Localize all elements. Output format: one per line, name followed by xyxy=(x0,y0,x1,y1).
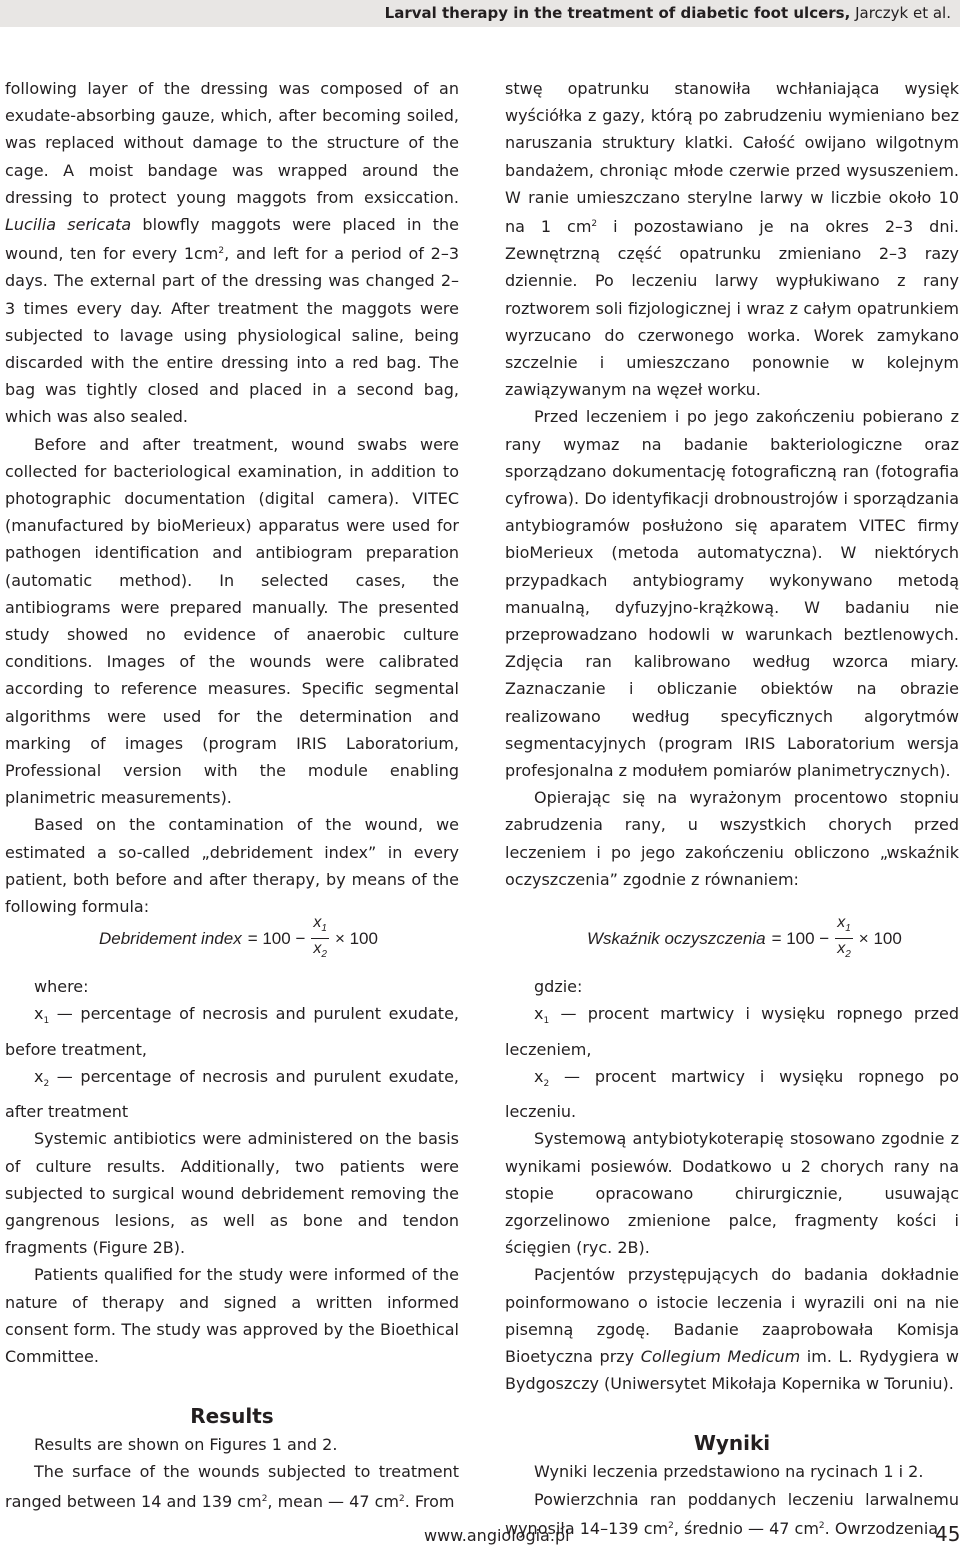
right-column-top xyxy=(505,75,959,893)
where-label: where: xyxy=(34,977,89,996)
running-head-text xyxy=(385,4,951,22)
right-paragraph-5: Pacjentów przystępujących do badania dokładnie poinformowano o istocie leczenia i wyrazili oni na nie pisemną zgodę. Badanie zaaprobowała Komisja Bioetyczna przy Collegium Medicum im. L. Rydygiera w Bydgoszczy (Uniwersytet Mikołaja Kopernika w Toruniu). xyxy=(505,1265,959,1394)
right-formula xyxy=(587,913,902,964)
footer-url[interactable]: www.angiologia.pl xyxy=(424,1526,570,1545)
formula-equals-pl: = 100 − xyxy=(771,928,830,948)
institution-name: Collegium Medicum xyxy=(640,1347,801,1367)
left-paragraph-7: The surface of the wounds subjected to treatment ranged between 14 and 139 $cm^2$, mean — 47 $cm^2$. From xyxy=(5,1462,459,1511)
wyniki-heading: Wyniki xyxy=(693,1431,771,1456)
right-paragraph-6: Wyniki leczenia przedstawiono na rycinach 1 i 2. xyxy=(534,1462,924,1482)
running-head-title: Larval therapy in the treatment of diabetic foot ulcers, xyxy=(384,4,851,22)
right-column-bottom xyxy=(505,973,959,1542)
left-column-bottom xyxy=(5,973,459,1515)
left-column-top xyxy=(5,75,459,920)
right-paragraph-2: Przed leczeniem i po jego zakończeniu pobierano z rany wymaz na badanie bakteriologiczne oraz sporządzano dokumentację fotograficzną ran (fotografia cyfrowa). Do identyfikacji drobnoustrojów i sporządzania antybiogramów posłużono się aparatem VITEC firmy bioMerieux (metoda automatyczna). W niektórych przypadkach antybiogramy wykonywano metodą manualną, dyfuzyjno-krążkową. W badaniu nie przeprowadzano hodowli w warunkach beztlenowych. Zdjęcia ran kalibrowano według wzorca miary. Zaznaczanie i obliczanie obiektów na obrazie realizowano według specyficznych algorytmów segmentacyjnych (program IRIS Laboratorium wersja profesjonalna z modułem pomiarów planimetrycznych). xyxy=(505,407,959,781)
left-paragraph-5: Patients qualified for the study were informed of the nature of therapy and signed a written informed consent form. The study was approved by the Bioethical Committee. xyxy=(5,1265,459,1367)
right-paragraph-3: Opierając się na wyrażonym procentowo stopniu zabrudzenia rany, u wszystkich chorych przed leczeniem i po jego zakończeniu obliczono „wskaźnik oczyszczenia” zgodnie z równaniem: xyxy=(505,788,959,889)
x2-definition: $x_2$ — percentage of necrosis and purulent exudate, after treatment xyxy=(5,1066,459,1122)
left-paragraph-4: Systemic antibiotics were administered on the basis of culture results. Additionally, two patients were subjected to surgical wound debridement removing the gangrenous lesions, as well as bone and tendon fragments (Figure 2B). xyxy=(5,1129,459,1258)
results-heading: Results xyxy=(190,1404,274,1429)
x1-definition: $x_1$ — percentage of necrosis and purulent exudate, before treatment, xyxy=(5,1004,459,1059)
left-paragraph-3: Based on the contamination of the wound, we estimated a so-called „debridement index” in every patient, both before and after therapy, by means of the following formula: xyxy=(5,815,459,917)
formula-fraction: $\frac{x_1}{x_2}$ xyxy=(313,914,327,961)
species-name: Lucilia sericata xyxy=(5,215,132,235)
right-paragraph-4: Systemową antybiotykoterapię stosowano zgodnie z wynikami posiewów. Dodatkowo u 2 chorych rany na stopie opracowano chirurgicznie, usuwając zgorzelinowo zmienione palce, fragmenty kości i ścięgien (ryc. 2B). xyxy=(505,1129,959,1258)
left-paragraph-6: Results are shown on Figures 1 and 2. xyxy=(34,1435,338,1455)
left-paragraph-2: Before and after treatment, wound swabs were collected for bacteriological examination, in addition to photographic documentation (digital camera). VITEC (manufactured by bioMerieux) apparatus were used for pathogen identification and antibiogram preparation (automatic method). In selected cases, the antibiograms were prepared manually. The presented study showed no evidence of anaerobic culture conditions. Images of the wounds were calibrated according to reference measures. Specific segmental algorithms were used for the determination and marking of images (program IRIS Laboratorium, Professional version with the module enabling planimetric measurements). xyxy=(5,434,459,808)
right-paragraph-7: Powierzchnia ran poddanych leczeniu larwalnemu wynosiła 14–139 $cm^2$, średnio — 47 $cm^2$. Owrzodzenia xyxy=(505,1489,959,1538)
x2-definition-pl: $x_2$ — procent martwicy i wysięku ropnego po leczeniu. xyxy=(505,1066,959,1122)
left-paragraph-1: following layer of the dressing was composed of an exudate-absorbing gauze, which, after becoming soiled, was replaced without damage to the structure of the cage. A moist bandage was wrapped around the dressing to protect young maggots from exsiccation. Lucilia sericata blowfly maggots were placed in the wound, ten for every $1cm^2$, and left for a period of 2–3 days. The external part of the dressing was changed 2–3 times every day. After treatment the maggots were subjected to lavage using physiological saline, being discarded with the entire dressing into a red bag. The bag was tightly closed and placed in a second bag, which was also sealed. xyxy=(5,79,460,427)
running-head xyxy=(0,0,960,27)
left-formula xyxy=(99,913,378,964)
right-paragraph-1: stwę opatrunku stanowiła wchłaniająca wysięk wyściółka z gazy, którą po zabrudzeniu wymieniano bez naruszania struktury klatki. Całość owijano wilgotnym bandażem, chroniąc młode czerwie przed wysuszeniem. W ranie umieszczano sterylne larwy w liczbie około 10 na 1 $cm^2$ i pozostawiano je na okres 2–3 dni. Zewnętrzną część opatrunku zmieniano 2–3 razy dziennie. Po leczeniu larwy wypłukiwano z rany roztworem soli fizjologicznej i wraz z całym opatrunkiem wyrzucano do czerwonego worka. Worek zamykano szczelnie i umieszczano ponownie w kolejnym zawiązywanym na węzeł worku. xyxy=(505,79,959,400)
formula-times-pl: × 100 xyxy=(858,928,902,948)
formula-lhs-pl: Wskaźnik oczyszczenia xyxy=(587,928,766,948)
x1-definition-pl: $x_1$ — procent martwicy i wysięku ropnego przed leczeniem, xyxy=(505,1004,959,1059)
page-number: 45 xyxy=(935,1522,960,1546)
formula-times: × 100 xyxy=(334,928,378,948)
formula-lhs: Debridement index xyxy=(99,928,242,948)
running-head-authors: Jarczyk et al. xyxy=(855,4,951,22)
where-label-pl: gdzie: xyxy=(534,977,583,996)
formula-equals: = 100 − xyxy=(247,928,306,948)
formula-fraction-pl: $\frac{x_1}{x_2}$ xyxy=(837,914,851,961)
